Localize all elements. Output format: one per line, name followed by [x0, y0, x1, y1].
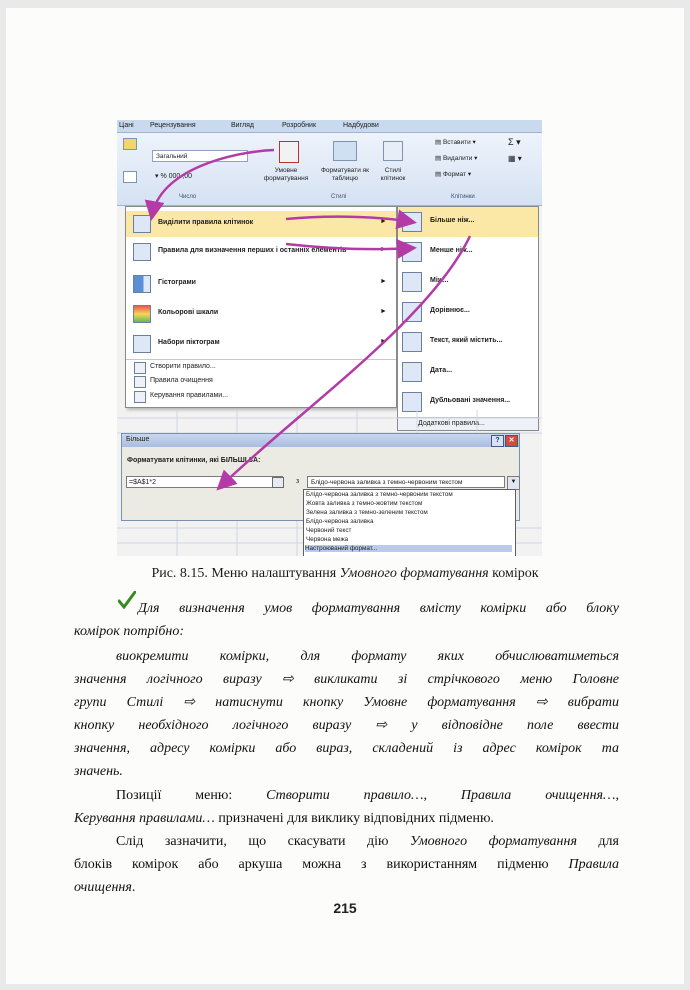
- format-option[interactable]: Жовта заливка з темно-жовтим текстом: [306, 500, 423, 507]
- ribbon-tab-bar: [117, 120, 542, 133]
- dialog-prompt: Форматувати клітинки, які БІЛЬШІ ЗА:: [127, 457, 261, 464]
- highlight-rules-icon: [133, 215, 151, 233]
- menu-item-clear-rules[interactable]: Правила очищення: [126, 374, 396, 388]
- submenu-item-between[interactable]: Між...: [398, 267, 538, 297]
- submenu-item-equal[interactable]: Дорівнює...: [398, 297, 538, 327]
- format-option[interactable]: Червоний текст: [306, 527, 352, 534]
- para-4-line-1: Слід зазначити, що скасувати дію Умовного форматування для: [116, 834, 619, 849]
- submenu-arrow-icon: ►: [380, 308, 387, 315]
- format-option[interactable]: Блідо-червона заливка: [306, 518, 374, 525]
- para-1-line-2: комірок потрібно:: [74, 624, 185, 639]
- value-input[interactable]: =$A$1*2: [126, 476, 283, 488]
- group-number-label: Число: [179, 194, 197, 200]
- chevron-down-icon[interactable]: ▼: [507, 476, 520, 490]
- range-picker-icon[interactable]: [272, 477, 284, 488]
- para-2-line-6: значень.: [74, 764, 123, 779]
- help-button[interactable]: ?: [491, 435, 504, 447]
- tab-review[interactable]: Рецензування: [150, 122, 196, 129]
- menu-item-icon-sets[interactable]: Набори піктограм ►: [126, 331, 396, 357]
- para-4-line-2: блоків комірок або аркуша можна з використанням підменю Правила: [74, 857, 619, 872]
- color-scales-icon: [133, 305, 151, 323]
- group-styles-label: Стилі: [331, 194, 347, 200]
- menu-item-highlight-rules[interactable]: Виділити правила клітинок ►: [126, 211, 396, 237]
- para-4-line-3: очищення.: [74, 880, 136, 895]
- format-button[interactable]: ▤ Формат ▾: [435, 171, 472, 178]
- format-icon[interactable]: [123, 171, 137, 183]
- checkmark-icon: [118, 591, 136, 609]
- data-bars-icon: [133, 275, 151, 293]
- tab-developer[interactable]: Розробник: [282, 122, 317, 129]
- format-option[interactable]: Зелена заливка з темно-зеленим текстом: [306, 509, 428, 516]
- submenu-item-more-rules[interactable]: Додаткові правила...: [398, 417, 538, 430]
- text-contains-icon: [402, 332, 422, 352]
- para-2-line-3: групи Стилі ⇨ натиснути кнопку Умовне форматування ⇨ вибрати: [74, 695, 619, 710]
- figure-caption: Рис. 8.15. Меню налаштування Умовного форматування комірок: [151, 566, 539, 581]
- para-2-line-1: виокремити комірки, для формату яких обчислюватиметься: [116, 649, 619, 664]
- submenu-item-text-contains[interactable]: Текст, який містить...: [398, 327, 538, 357]
- para-2-line-2: значення логічного виразу ⇨ викликати зі стрічкового меню Головне: [74, 672, 619, 687]
- menu-item-manage-rules[interactable]: Керування правилами...: [126, 389, 396, 403]
- duplicates-icon: [402, 392, 422, 412]
- icon-sets-icon: [133, 335, 151, 353]
- sum-icon[interactable]: Σ ▾: [508, 137, 521, 147]
- date-icon: [402, 362, 422, 382]
- format-select[interactable]: Блідо-червона заливка з темно-червоним текстом: [307, 476, 505, 488]
- format-options-list: [303, 489, 516, 556]
- submenu-item-duplicates[interactable]: Дубльовані значення...: [398, 387, 538, 417]
- menu-item-new-rule[interactable]: Створити правило...: [126, 359, 396, 374]
- format-option[interactable]: Блідо-червона заливка з темно-червоним текстом: [306, 491, 453, 498]
- greater-than-icon: [402, 212, 422, 232]
- with-label: з: [296, 478, 300, 485]
- fill-icon[interactable]: ▦ ▾: [508, 154, 522, 163]
- conditional-format-button[interactable]: Умовне форматування: [263, 167, 309, 182]
- submenu-item-greater-than[interactable]: Більше ніж...: [398, 207, 538, 237]
- tab-addins[interactable]: Надбудови: [343, 122, 379, 129]
- table-format-icon[interactable]: [333, 141, 357, 161]
- less-than-icon: [402, 242, 422, 262]
- excel-screenshot: [117, 120, 542, 556]
- submenu-arrow-icon: ►: [380, 218, 387, 225]
- tab-data[interactable]: Цані: [119, 122, 134, 129]
- top-bottom-rules-icon: [133, 243, 151, 261]
- number-format-box[interactable]: Загальний: [152, 150, 248, 162]
- currency-buttons[interactable]: ▾ % 000 ,00: [155, 173, 192, 180]
- paste-icon[interactable]: [123, 138, 137, 150]
- dialog-title-bar: [122, 434, 519, 447]
- submenu-arrow-icon: ►: [380, 278, 387, 285]
- new-rule-icon: [134, 362, 146, 374]
- insert-button[interactable]: ▤ Вставити ▾: [435, 139, 476, 146]
- conditional-format-icon[interactable]: [279, 141, 299, 163]
- para-1-line-1: Для визначення умов форматування вмісту комірки або блоку: [138, 601, 619, 616]
- delete-button[interactable]: ▤ Видалити ▾: [435, 155, 478, 162]
- submenu-item-less-than[interactable]: Менше ніж...: [398, 237, 538, 267]
- menu-item-color-scales[interactable]: Кольорові шкали ►: [126, 301, 396, 327]
- cell-styles-icon[interactable]: [383, 141, 403, 161]
- highlight-rules-submenu: [397, 206, 539, 431]
- group-cells-label: Клітинки: [451, 194, 475, 200]
- tab-view[interactable]: Вигляд: [231, 122, 254, 129]
- format-option[interactable]: Червона межа: [306, 536, 349, 543]
- equal-icon: [402, 302, 422, 322]
- para-3-line-1: Позиції меню: Створити правило…, Правила очищення…,: [116, 788, 619, 803]
- para-3-line-2: Керування правилами… призначені для виклику відповідних підменю.: [74, 811, 494, 826]
- dialog-title: Більше: [126, 436, 150, 443]
- menu-item-data-bars[interactable]: Гістограми ►: [126, 271, 396, 297]
- ribbon: [117, 133, 542, 206]
- conditional-format-menu: [125, 206, 397, 408]
- para-2-line-5: значення, адресу комірки або вираз, складений із адрес комірок та: [74, 741, 619, 756]
- submenu-arrow-icon: ►: [380, 246, 387, 253]
- format-as-table-button[interactable]: Форматувати як таблицю: [320, 167, 370, 182]
- menu-item-top-bottom-rules[interactable]: Правила для визначення перших і останніх елементів ►: [126, 239, 396, 265]
- format-option-selected[interactable]: Настроюваний формат...: [305, 545, 512, 552]
- between-icon: [402, 272, 422, 292]
- submenu-arrow-icon: ►: [380, 338, 387, 345]
- page-number: 215: [333, 900, 357, 916]
- clear-rules-icon: [134, 376, 146, 388]
- para-2-line-4: кнопку необхідного логічного виразу ⇨ у відповідне поле ввести: [74, 718, 619, 733]
- manage-rules-icon: [134, 391, 146, 403]
- close-button[interactable]: ✕: [505, 435, 518, 447]
- cell-styles-button[interactable]: Стилі клітинок: [380, 167, 406, 182]
- submenu-item-date[interactable]: Дата...: [398, 357, 538, 387]
